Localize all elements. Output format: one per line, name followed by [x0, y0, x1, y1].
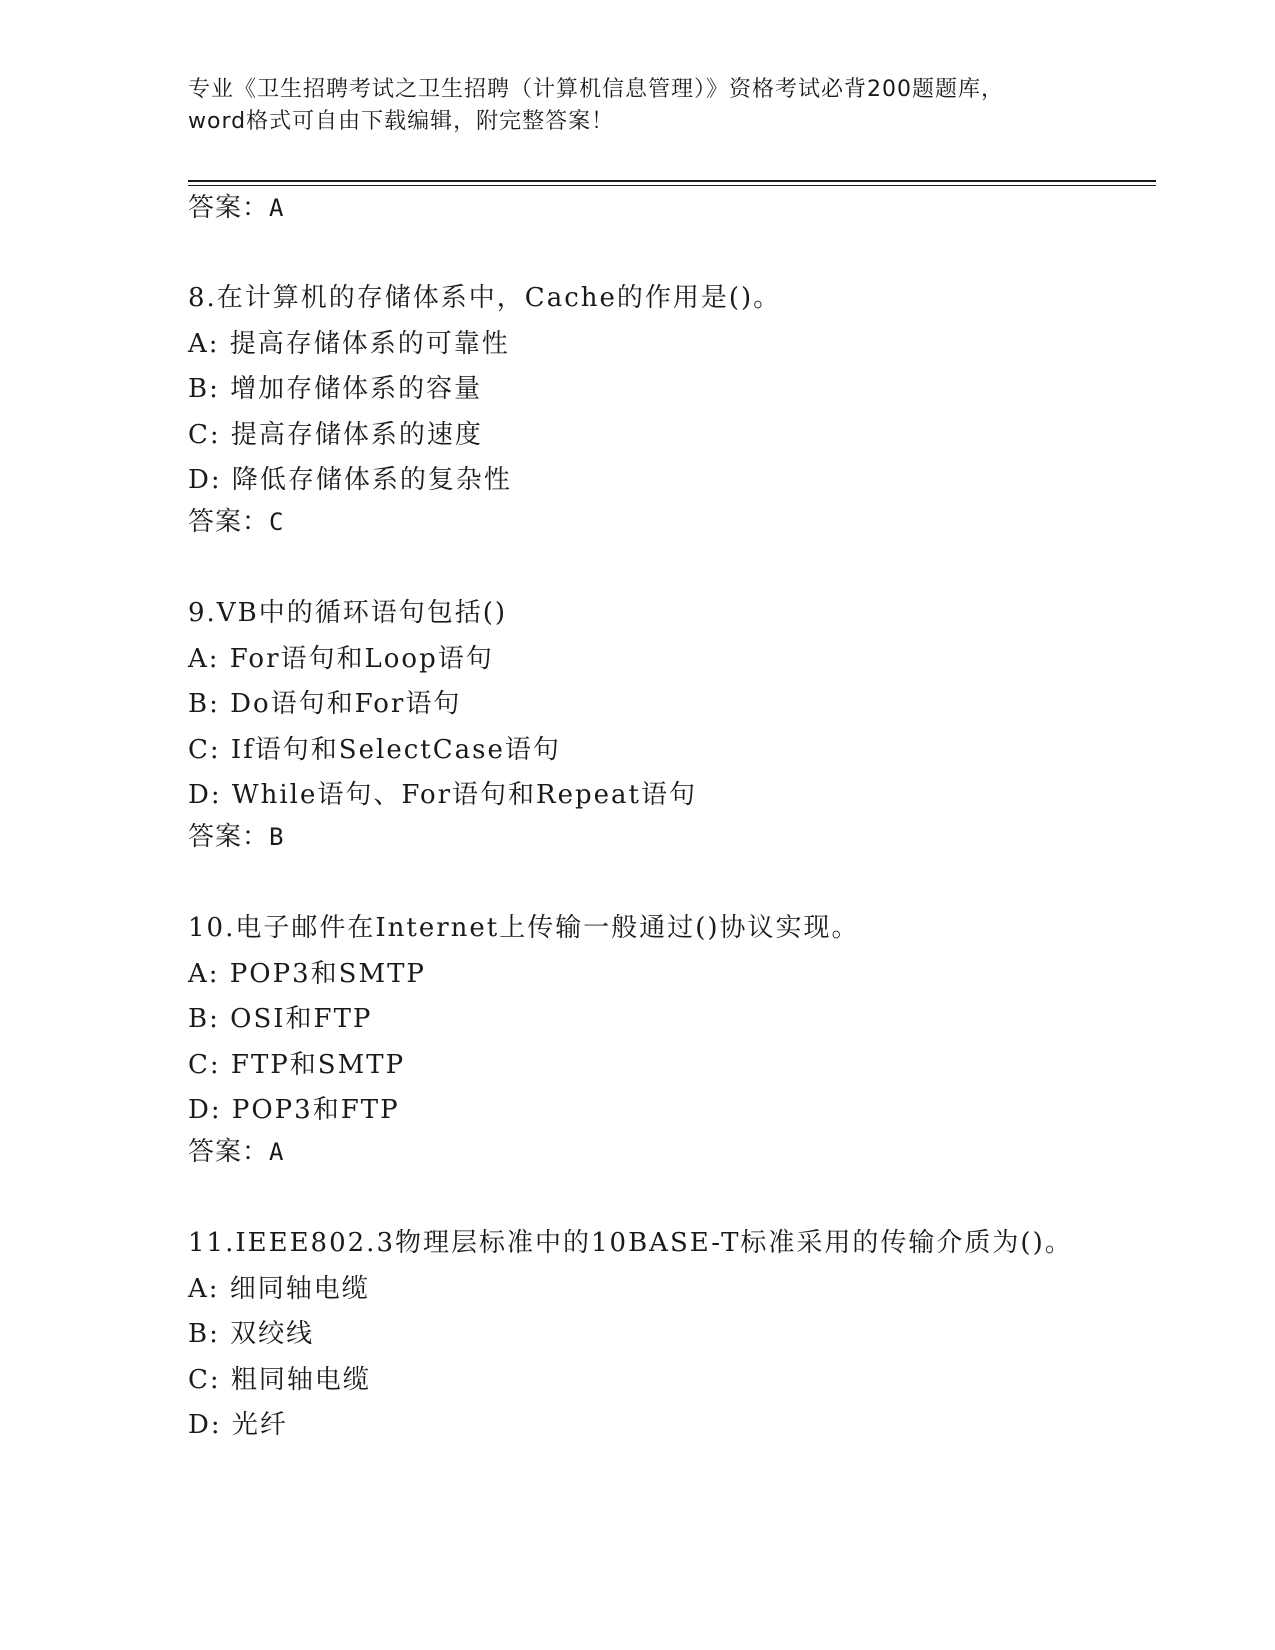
- option-d: D: While语句、For语句和Repeat语句: [188, 780, 697, 810]
- option-a: A: 细同轴电缆: [188, 1273, 370, 1304]
- option-a: A: 提高存储体系的可靠性: [188, 328, 510, 359]
- option-b: B: 双绞线: [188, 1319, 315, 1349]
- header-divider-thin: [188, 185, 1156, 186]
- question-stem: 8.在计算机的存储体系中，Cache的作用是()。: [188, 283, 782, 313]
- answer-label: 答案：: [188, 822, 270, 852]
- question-8: [188, 276, 1168, 504]
- option-c: C: 提高存储体系的速度: [188, 419, 483, 450]
- answer-value: A: [269, 1138, 285, 1166]
- option-d: D: 降低存储体系的复杂性: [188, 465, 512, 495]
- answer-label: 答案：: [188, 193, 270, 223]
- answer-10: [188, 1134, 284, 1170]
- answer-9: [188, 819, 284, 855]
- header-divider-thick: [188, 180, 1156, 182]
- question-stem: 9.VB中的循环语句包括(): [188, 598, 507, 628]
- answer-value: C: [269, 508, 285, 536]
- answer-prev: [188, 190, 284, 226]
- option-a: A: POP3和SMTP: [188, 958, 426, 989]
- header-line-1: 专业《卫生招聘考试之卫生招聘（计算机信息管理）》资格考试必背200题题库，: [188, 77, 1004, 102]
- option-c: C: If语句和SelectCase语句: [188, 734, 561, 765]
- option-c: C: FTP和SMTP: [188, 1049, 406, 1080]
- question-11: [188, 1221, 1168, 1449]
- option-c: C: 粗同轴电缆: [188, 1364, 371, 1395]
- option-b: B: OSI和FTP: [188, 1004, 373, 1034]
- answer-value: A: [269, 194, 285, 222]
- option-d: D: 光纤: [188, 1410, 288, 1440]
- option-d: D: POP3和FTP: [188, 1095, 400, 1125]
- question-stem: 10.电子邮件在Internet上传输一般通过()协议实现。: [188, 913, 860, 943]
- question-stem: 11.IEEE802.3物理层标准中的10BASE-T标准采用的传输介质为()。: [188, 1228, 1073, 1258]
- document-header: [188, 74, 1088, 138]
- option-b: B: 增加存储体系的容量: [188, 374, 483, 404]
- header-line-2: word格式可自由下载编辑，附完整答案！: [188, 109, 615, 134]
- answer-label: 答案：: [188, 507, 270, 537]
- answer-label: 答案：: [188, 1137, 270, 1167]
- question-9: [188, 591, 1168, 819]
- answer-8: [188, 504, 284, 540]
- question-10: [188, 906, 1168, 1134]
- answer-value: B: [269, 823, 285, 851]
- option-b: B: Do语句和For语句: [188, 689, 462, 719]
- option-a: A: For语句和Loop语句: [188, 643, 494, 674]
